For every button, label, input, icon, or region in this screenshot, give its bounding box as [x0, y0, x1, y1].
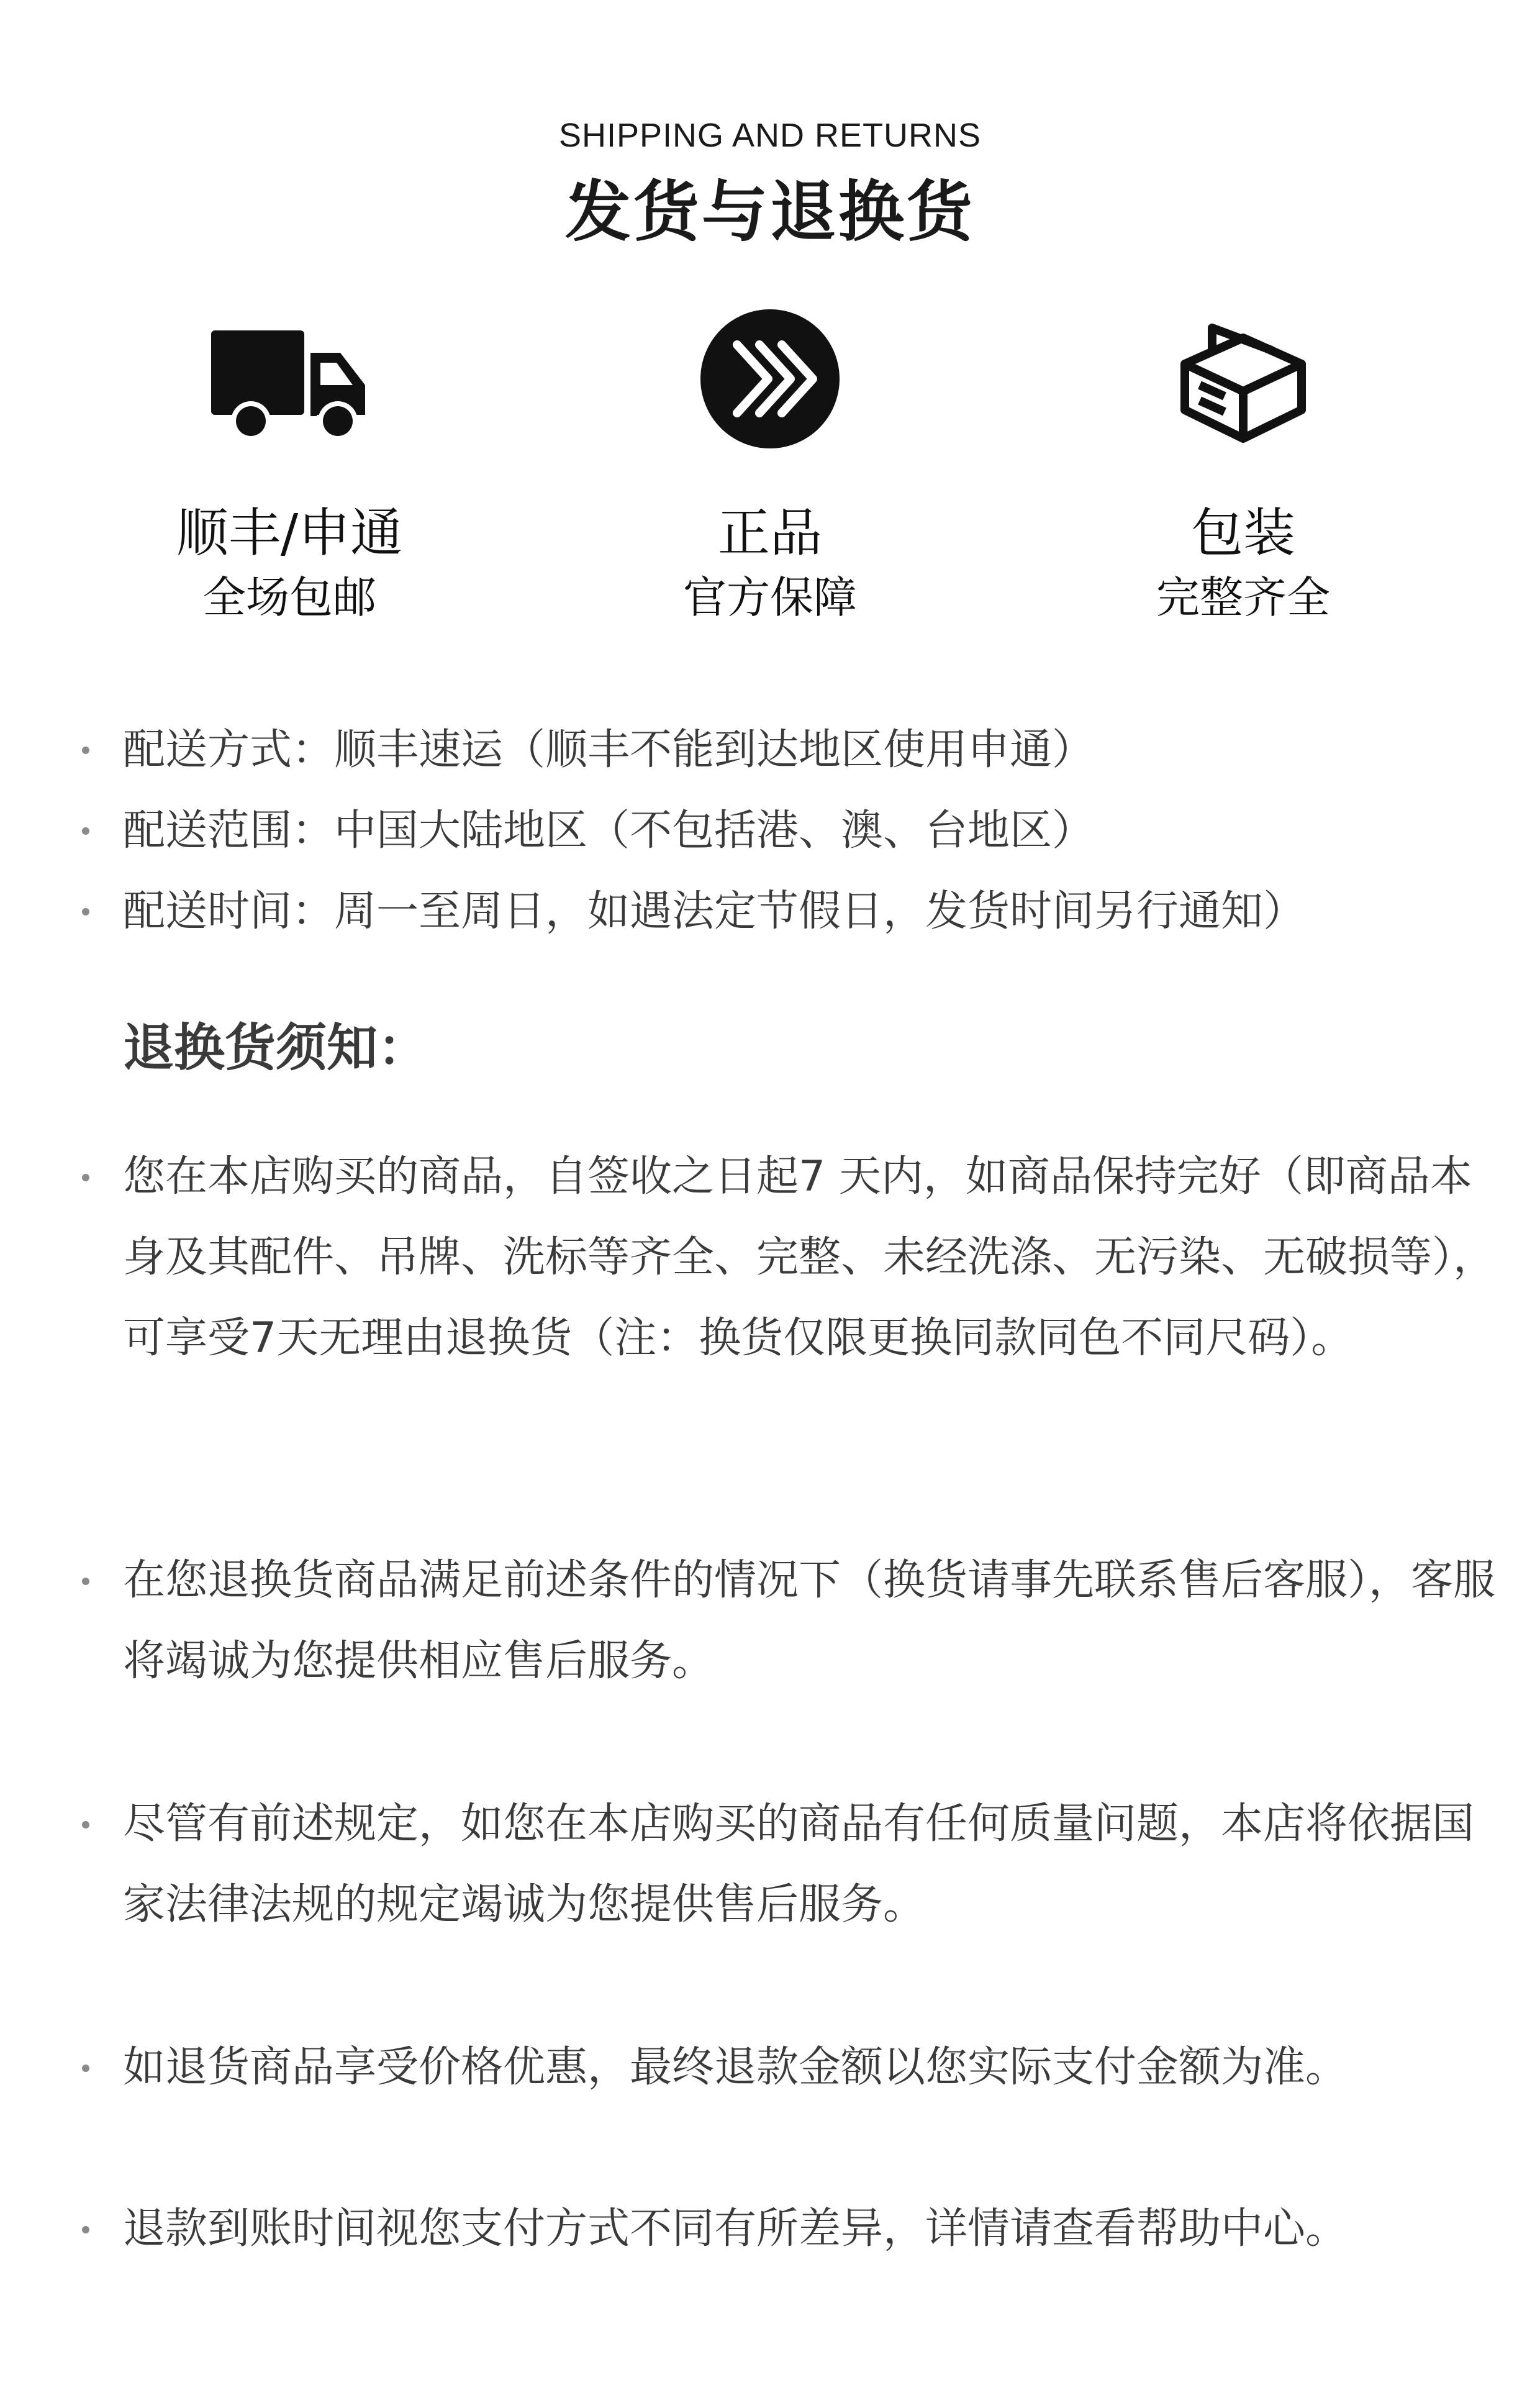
feature-title: 顺丰/申通 — [176, 502, 403, 563]
bullet-icon — [82, 827, 89, 835]
shipping-info-list — [75, 719, 1490, 961]
bullet-icon — [82, 1174, 89, 1181]
feature-subtitle: 官方保障 — [683, 572, 857, 623]
bullet-icon — [82, 1578, 89, 1585]
refund-amount-text: 如退货商品享受价格优惠，最终退款金额以您实际支付金额为准。 — [123, 2043, 1348, 2092]
feature-subtitle: 完整齐全 — [1156, 572, 1330, 623]
return-policy-text: 您在本店购买的商品，自签收之日起7 天内，如商品保持完好（即商品本身及其配件、吊牌、洗标等齐全、完整、未经洗涤、无污染、无破损等），可享受7天无理由退换货（注：换货仅限更换同款同色不同尺码）。 — [123, 1152, 1496, 1363]
feature-title: 正品 — [717, 502, 822, 563]
feature-title: 包装 — [1190, 502, 1295, 563]
bullet-icon — [82, 1821, 89, 1828]
return-service-text: 在您退换货商品满足前述条件的情况下（换货请事先联系售后客服），客服将竭诚为您提供相应售后服务。 — [123, 1556, 1496, 1686]
page-title: 发货与退换货 — [565, 174, 975, 250]
bullet-icon — [82, 747, 89, 754]
list-item — [75, 2189, 1514, 2269]
truck-icon — [72, 298, 507, 460]
box-icon — [1026, 298, 1461, 460]
list-item — [75, 881, 1490, 961]
feature-subtitle: 全场包邮 — [202, 572, 376, 623]
shipping-time-text: 配送时间：周一至周日，如遇法定节假日，发货时间另行通知） — [123, 887, 1306, 936]
fast-forward-icon — [553, 298, 987, 460]
list-item — [75, 2027, 1514, 2108]
list-item — [75, 1540, 1514, 1702]
quality-issue-text: 尽管有前述规定，如您在本店购买的商品有任何质量问题，本店将依据国家法律法规的规定竭诚为您提供售后服务。 — [123, 1799, 1475, 1929]
bullet-icon — [82, 908, 89, 915]
shipping-range-text: 配送范围：中国大陆地区（不包括港、澳、台地区） — [123, 806, 1095, 855]
shipping-method-text: 配送方式：顺丰速运（顺丰不能到达地区使用申通） — [123, 725, 1095, 775]
list-item — [75, 719, 1490, 800]
list-item — [75, 800, 1490, 881]
list-item — [75, 1784, 1514, 1945]
bullet-icon — [82, 2065, 89, 2072]
list-item — [75, 1137, 1514, 1379]
english-title: SHIPPING AND RETURNS — [558, 117, 982, 154]
bullet-icon — [82, 2226, 89, 2233]
refund-time-text: 退款到账时间视您支付方式不同有所差异，详情请查看帮助中心。 — [123, 2204, 1348, 2253]
returns-heading: 退换货须知： — [123, 1019, 429, 1078]
